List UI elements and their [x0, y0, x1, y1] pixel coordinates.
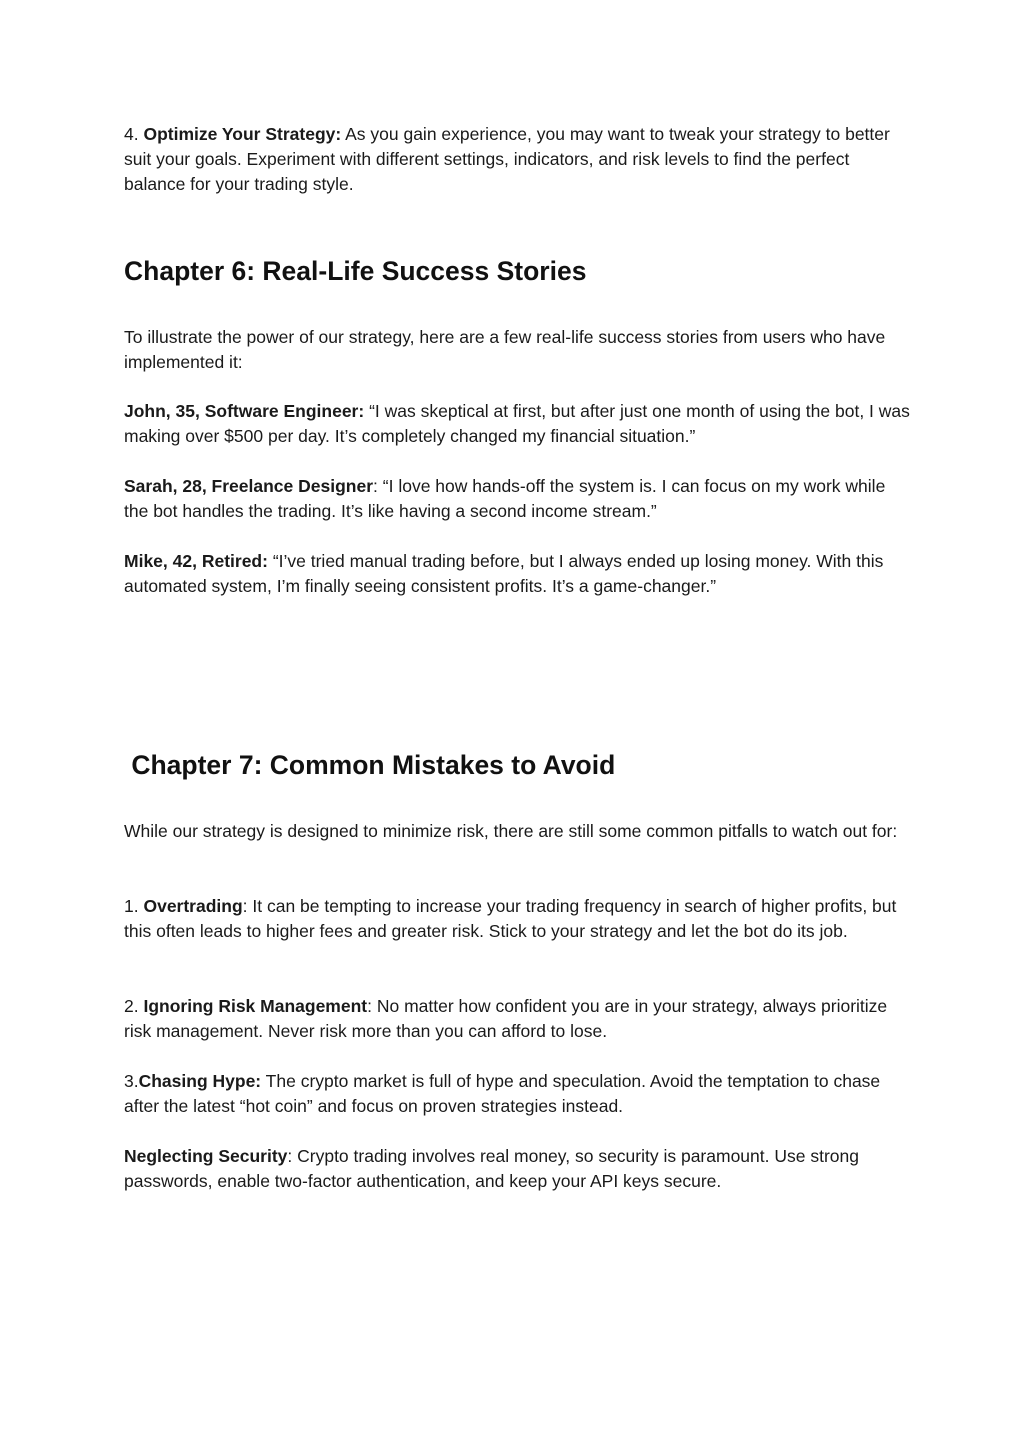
mistake-text: : Crypto trading involves real money, so security is paramount. Use strong passwords, enable two-factor authentication, and keep your API keys secure.	[124, 1146, 859, 1191]
mistake-label: Neglecting Security	[124, 1146, 288, 1166]
story-name: Sarah, 28, Freelance Designer	[124, 476, 374, 496]
mistake-text: : No matter how confident you are in your strategy, always prioritize risk management. Never risk more than you can afford to lose.	[124, 996, 888, 1041]
story-name: John, 35, Software Engineer:	[124, 401, 365, 421]
chapter-7-heading: Chapter 7: Common Mistakes to Avoid	[124, 750, 616, 780]
mistake-text: : It can be tempting to increase your trading frequency in search of higher profits, but this often leads to higher fees and greater risk. Stick to your strategy and let the bot do its job.	[124, 896, 897, 941]
story-mike	[124, 549, 914, 599]
chapter-6-heading: Chapter 6: Real-Life Success Stories	[124, 256, 587, 286]
list-item-text: As you gain experience, you may want to tweak your strategy to better suit your goals. Experiment with different settings, indicators, and risk levels to find the perfect balance for your trading style.	[124, 124, 890, 194]
mistake-number: 1.	[124, 896, 144, 916]
mistake-label: Chasing Hype:	[138, 1071, 262, 1091]
mistake-label: Overtrading	[143, 896, 243, 916]
mistake-ignoring-risk-management	[124, 994, 914, 1044]
story-sarah	[124, 474, 914, 524]
list-item-optimize-strategy	[124, 122, 914, 197]
story-quote: “I was skeptical at first, but after just one month of using the bot, I was making over $500 per day. It’s completely changed my financial situation.”	[124, 401, 910, 446]
list-item-number: 4.	[124, 124, 144, 144]
list-item-label: Optimize Your Strategy:	[143, 124, 342, 144]
story-separator: :	[373, 476, 378, 496]
chapter-7-intro: While our strategy is designed to minimize risk, there are still some common pitfalls to watch out for:	[124, 821, 898, 841]
mistake-overtrading	[124, 894, 914, 944]
story-name: Mike, 42, Retired:	[124, 551, 268, 571]
story-quote: “I’ve tried manual trading before, but I always ended up losing money. With this automated system, I’m finally seeing consistent profits. It’s a game-changer.”	[124, 551, 884, 596]
story-john	[124, 399, 914, 449]
mistake-label: Ignoring Risk Management	[143, 996, 368, 1016]
chapter-6-intro: To illustrate the power of our strategy, here are a few real-life success stories from users who have implemented it:	[124, 327, 886, 372]
mistake-neglecting-security	[124, 1144, 914, 1194]
mistake-number: 3.	[124, 1071, 139, 1091]
mistake-chasing-hype	[124, 1069, 914, 1119]
mistake-number: 2.	[124, 996, 144, 1016]
story-quote: “I love how hands-off the system is. I can focus on my work while the bot handles the trading. It’s like having a second income stream.”	[124, 476, 886, 521]
mistake-text: The crypto market is full of hype and speculation. Avoid the temptation to chase after the latest “hot coin” and focus on proven strategies instead.	[124, 1071, 881, 1116]
